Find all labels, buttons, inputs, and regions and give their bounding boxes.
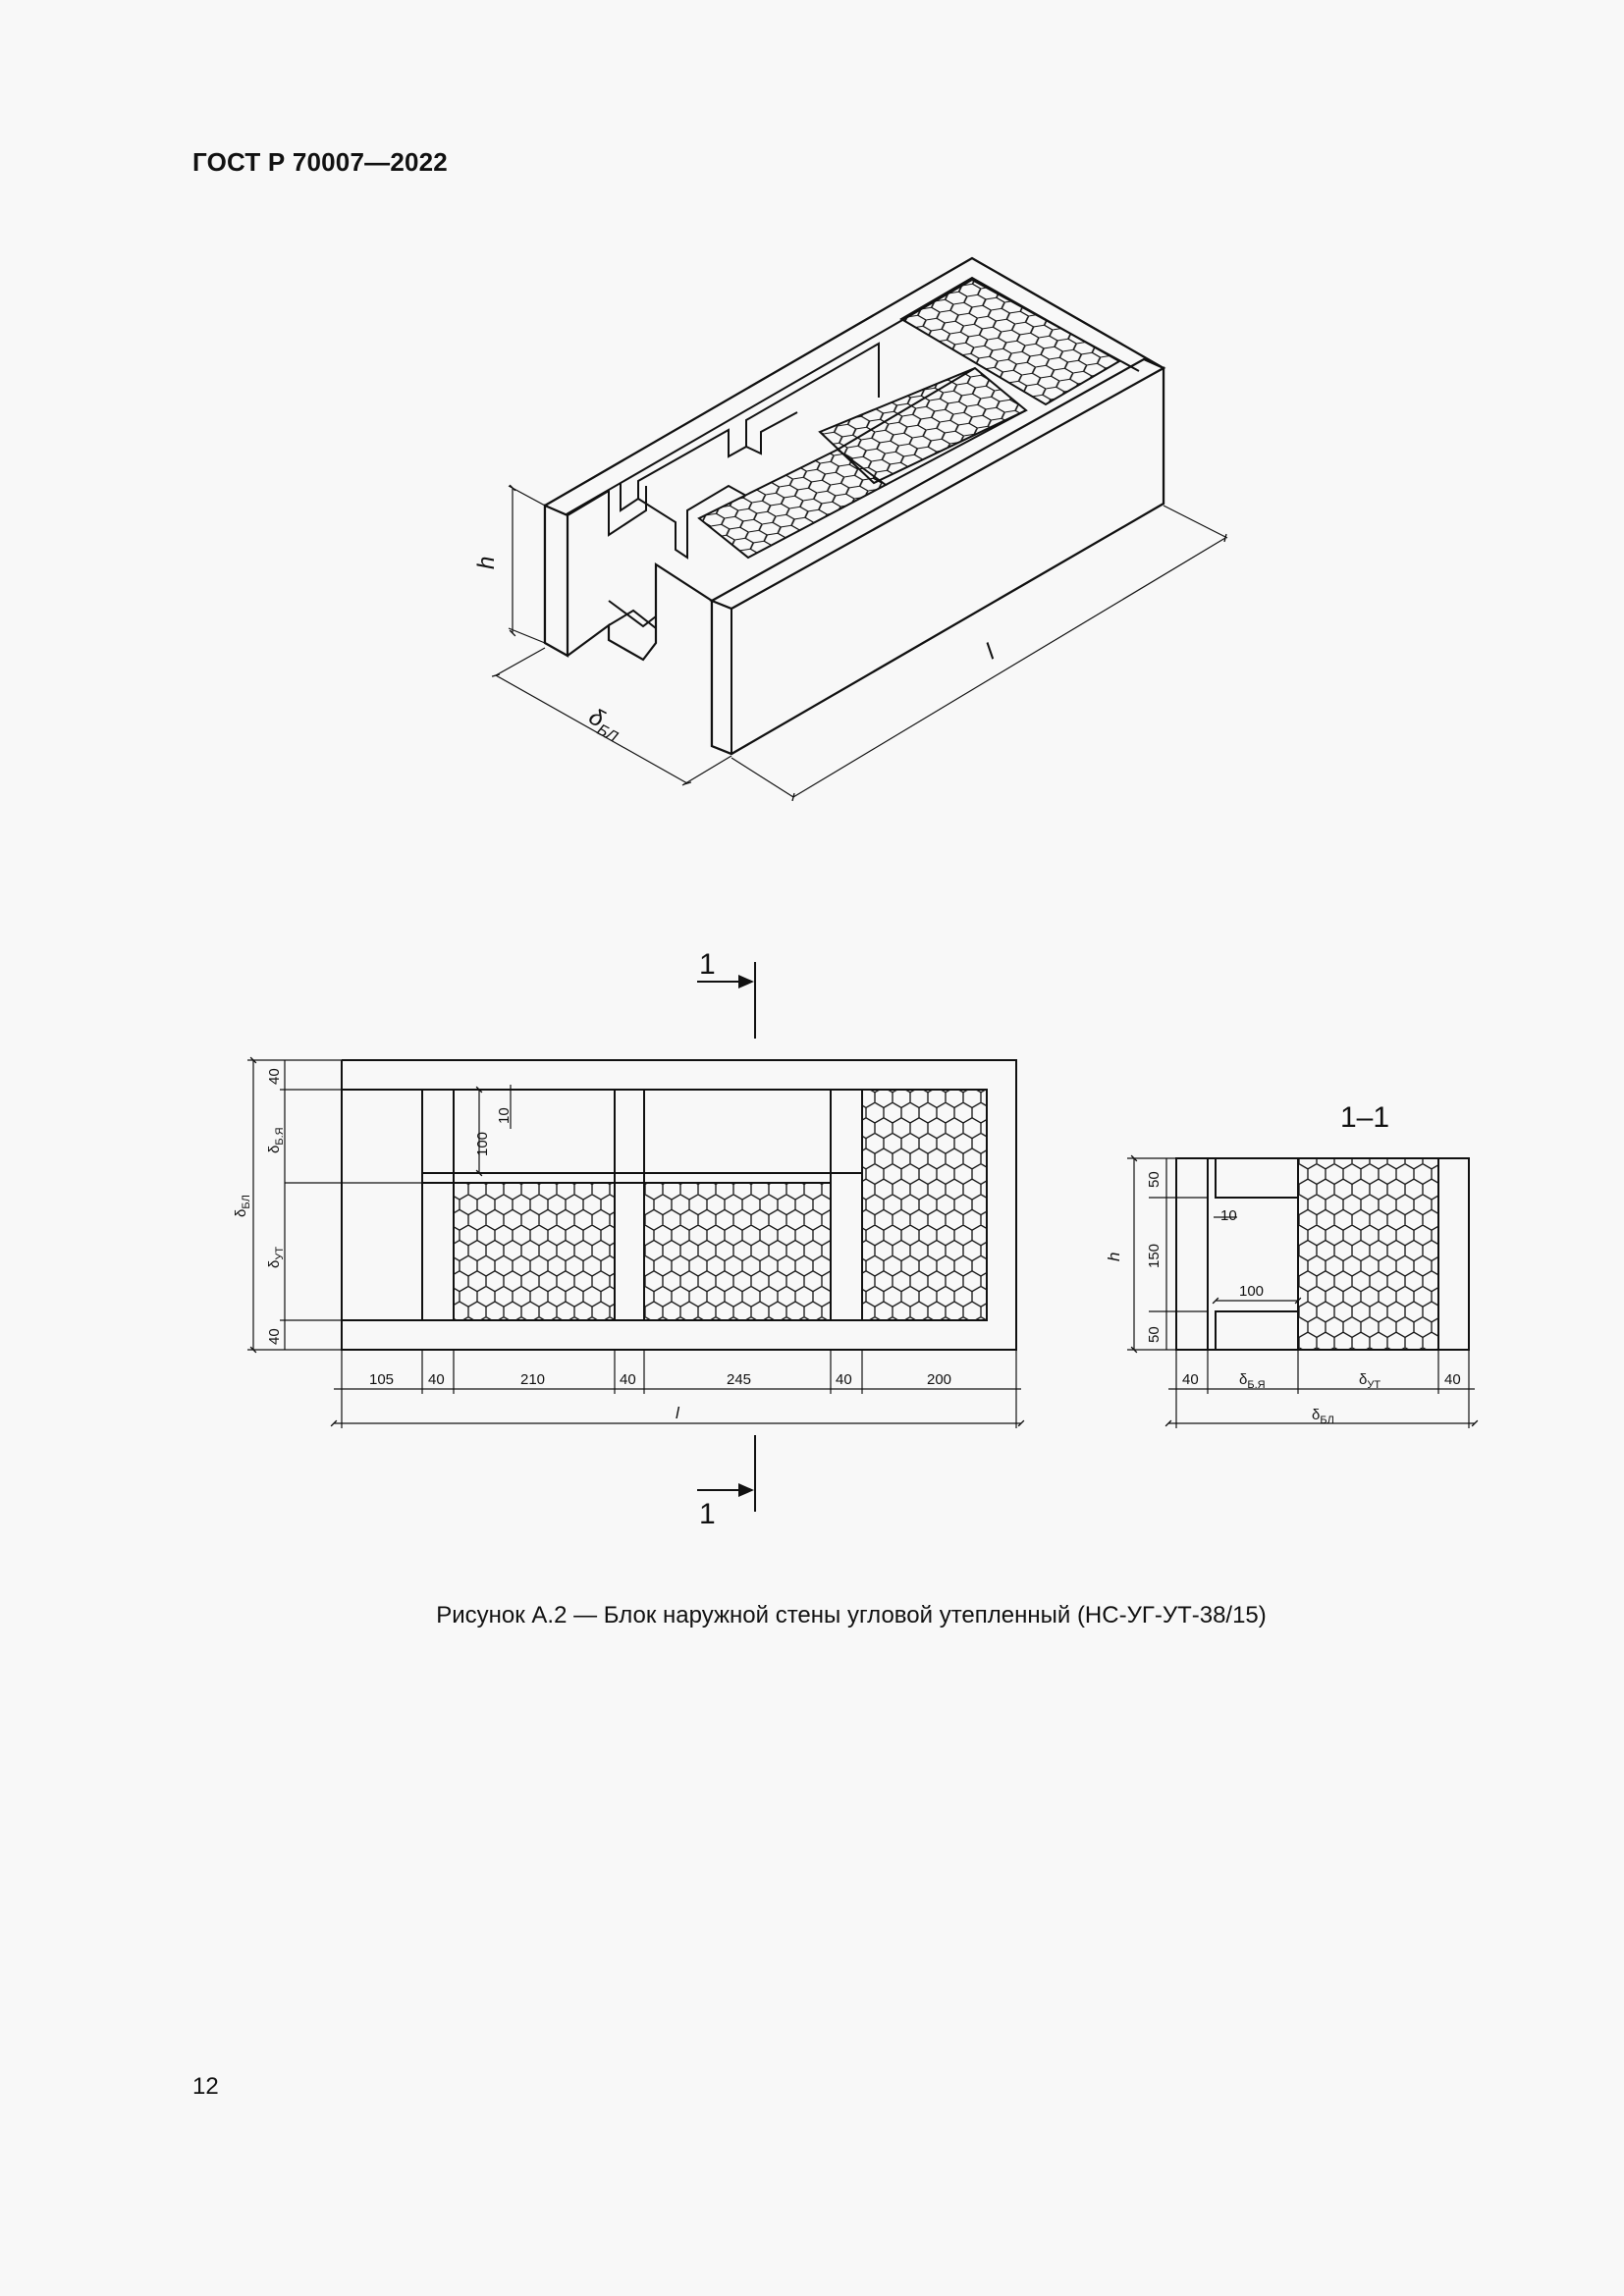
iso-l-label: l: [981, 639, 1000, 666]
page-number: 12: [192, 2073, 219, 2100]
plan-dim-245: 245: [727, 1371, 752, 1388]
figure-caption: Рисунок А.2 — Блок наружной стены угловой утепленный (НС-УГ-УТ-38/15): [436, 1602, 1267, 1629]
standard-header: ГОСТ Р 70007—2022: [192, 147, 448, 177]
section-left-50-top: 50: [1146, 1171, 1163, 1188]
section-bottom-total: $\delta_{БЛ}$: [1312, 1407, 1334, 1426]
section-inner-10: 10: [1220, 1207, 1237, 1224]
section-left-150: 150: [1146, 1243, 1163, 1268]
section-title: 1–1: [1340, 1101, 1390, 1134]
plan-dim-200: 200: [927, 1371, 952, 1388]
section-h: h: [1105, 1252, 1123, 1261]
plan-inner-100: 100: [474, 1131, 491, 1156]
plan-view: [233, 948, 1021, 1530]
section-bottom-40b: 40: [1444, 1371, 1461, 1388]
plan-inner-10: 10: [496, 1107, 513, 1124]
section-view: [1105, 1101, 1475, 1428]
iso-h-label: h: [473, 556, 500, 569]
plan-dim-40c: 40: [836, 1371, 852, 1388]
plan-left-40-top: 40: [266, 1068, 283, 1085]
section-bottom-40a: 40: [1182, 1371, 1199, 1388]
section-bottom-ut: $\delta_{УТ}$: [1359, 1371, 1381, 1391]
plan-left-outer: $\delta_{БЛ}$: [233, 1195, 252, 1217]
section-mark-bottom: 1: [699, 1498, 716, 1530]
plan-left-40-bottom: 40: [266, 1328, 283, 1345]
section-bottom-bya: $\delta_{Б.Я}$: [1239, 1371, 1266, 1391]
isometric-block: [473, 258, 1227, 797]
plan-dim-40a: 40: [428, 1371, 445, 1388]
plan-left-bya: $\delta_{Б.Я}$: [266, 1127, 286, 1153]
plan-dim-210: 210: [520, 1371, 546, 1388]
plan-left-ut: $\delta_{УТ}$: [266, 1246, 286, 1268]
plan-dim-105: 105: [369, 1371, 395, 1388]
plan-dim-total: l: [676, 1404, 679, 1422]
section-inner-100: 100: [1239, 1283, 1265, 1300]
iso-delta-label: $\delta_{БЛ}$: [584, 703, 621, 746]
plan-dim-40b: 40: [620, 1371, 636, 1388]
section-mark-top: 1: [699, 948, 716, 981]
section-left-50-bottom: 50: [1146, 1326, 1163, 1343]
